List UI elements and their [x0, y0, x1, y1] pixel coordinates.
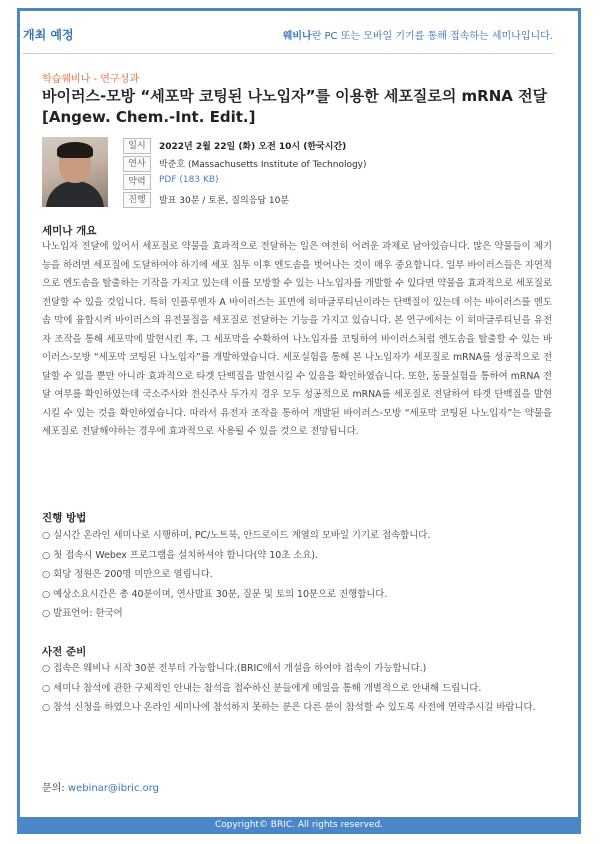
method-item: ○ 회당 정원은 200명 미만으로 열립니다. — [42, 569, 213, 580]
contact-line — [42, 779, 159, 794]
speaker-value: 박준호 (Massachusetts Institute of Technology) — [159, 160, 367, 170]
method-list — [42, 526, 554, 624]
method-item: ○ 예상소요시간은 총 40분이며, 연사발표 30분, 질문 및 토의 10분으로 진행합니다. — [42, 588, 388, 600]
method-item: ○ 발표언어: 한국어 — [42, 608, 123, 619]
tagline-rest: 란 PC 또는 모바일 기기를 통해 접속하는 세미나입니다. — [311, 31, 553, 42]
overview-heading: 세미나 개요 — [42, 225, 97, 237]
prep-list — [42, 659, 554, 718]
header-bar — [23, 26, 553, 50]
photo-body-shape — [46, 181, 104, 207]
tagline-strong: 웨비나 — [282, 31, 312, 42]
method-item: ○ 첫 접속시 Webex 프로그램을 설치하셔야 합니다(약 10초 소요). — [42, 549, 319, 561]
contact-label: 문의: — [42, 783, 65, 794]
speaker-label: 연사 — [123, 156, 151, 172]
date-label: 일시 — [123, 138, 151, 154]
abstract-label: 약력 — [123, 174, 151, 190]
method-item: ○ 실시간 온라인 세미나로 시행하며, PC/노트북, 안드로이드 계열의 모바일 기기로 접속합니다. — [42, 530, 431, 541]
date-value: 2022년 2월 22일 (화) 오전 10시 (한국시간) — [159, 142, 347, 152]
contact-email-link[interactable]: webinar@ibric.org — [67, 783, 160, 794]
header-tagline — [283, 27, 553, 42]
progress-label: 진행 — [123, 192, 151, 208]
prep-item: ○ 참석 신청을 하였으나 온라인 세미나에 참석하지 못하는 분은 다른 분이 참석할 수 있도록 사전에 연락주시길 바랍니다. — [42, 702, 536, 713]
prep-item: ○ 세미나 참석에 관한 구체적인 안내는 참석을 접수하신 분들에게 메일을 통해 개별적으로 안내해 드립니다. — [42, 682, 482, 694]
prep-heading: 사전 준비 — [42, 646, 87, 658]
abstract-pdf-link[interactable]: PDF (183 KB) — [159, 175, 219, 185]
photo-hair-shape — [57, 142, 93, 158]
page-title: 바이러스-모방 “세포막 코팅된 나노입자”를 이용한 세포질로의 mRNA 전달 [Angew. Chem.-Int. Edit.] — [42, 87, 548, 126]
overview-body: 나노입자 전달에 있어서 세포질로 약물을 효과적으로 전달하는 일은 여전히 어려운 과제로 남아있습니다. 많은 약물들이 제기능을 하려면 세포질에 도달하여야 하기에 세포 침투 이후 엔도솜을 벗어나는 것이 매우 중요합니다. 일부 바이러스들은 자연적으로 엔도솜을 탈출하는 기작을 가지고 있는데 이를 모방할 수 있는 나노입자를 개발할 수 있다면 약물을 효과적으로 세포질로 전달할 수 있을 것입니다. 특히 인플루엔자 A 바이러스는 표면에 히마글루티닌이라는 단백질이 있는데 이는 바이러스를 엔도솜 막에 융합시켜 바이러스의 유전물질을 세포질로 전달하는 기능을 가지고 있습니다. 본 연구에서는 이 히마글루티닌을 유전자 조작을 통해 세포막에 발현시킨 후, 그 세포막을 수확하여 나노입자를 코팅하여 바이러스처럼 엔도솜을 탈출할 수 있는 바이러스-모방 “세포막 코팅된 나노입자”를 개발하였습니다. 세포실험을 통해 본 나노입자가 세포질로 mRNA를 성공적으로 전달할 수 있을 뿐만 아니라 효과적으로 타겟 단백질을 발현시킬 수 있음을 확인하였습니다. 또한, 동물실험을 통하여 mRNA 전달 여부를 확인하였는데 국소주사와 전신주사 두가지 경우 모두 성공적으로 mRNA를 세포질로 전달하여 타겟 단백질을 발현시킬 수 있는 것을 확인하였습니다. 따라서 유전자 조작을 통하여 개발된 바이러스-모방 “세포막 코팅된 나노입자”는 약물을 세포질로 전달해야하는 경우에 효과적으로 사용될 수 있을 것으로 전망됩니다. — [42, 241, 552, 437]
progress-value: 발표 30분 / 토론, 질의응답 10분 — [159, 196, 290, 206]
method-heading: 진행 방법 — [42, 512, 87, 524]
footer-copyright: Copyright© BRIC. All rights reserved. — [17, 817, 581, 834]
speaker-photo — [42, 137, 108, 207]
status-label: 개최 예정 — [23, 28, 74, 42]
category-label: 학습웨비나 - 연구성과 — [42, 74, 139, 85]
header-divider — [23, 53, 553, 54]
prep-item: ○ 접속은 웨비나 시작 30분 전부터 가능합니다.(BRIC에서 개설을 하여야 접속이 가능합니다.) — [42, 663, 427, 674]
